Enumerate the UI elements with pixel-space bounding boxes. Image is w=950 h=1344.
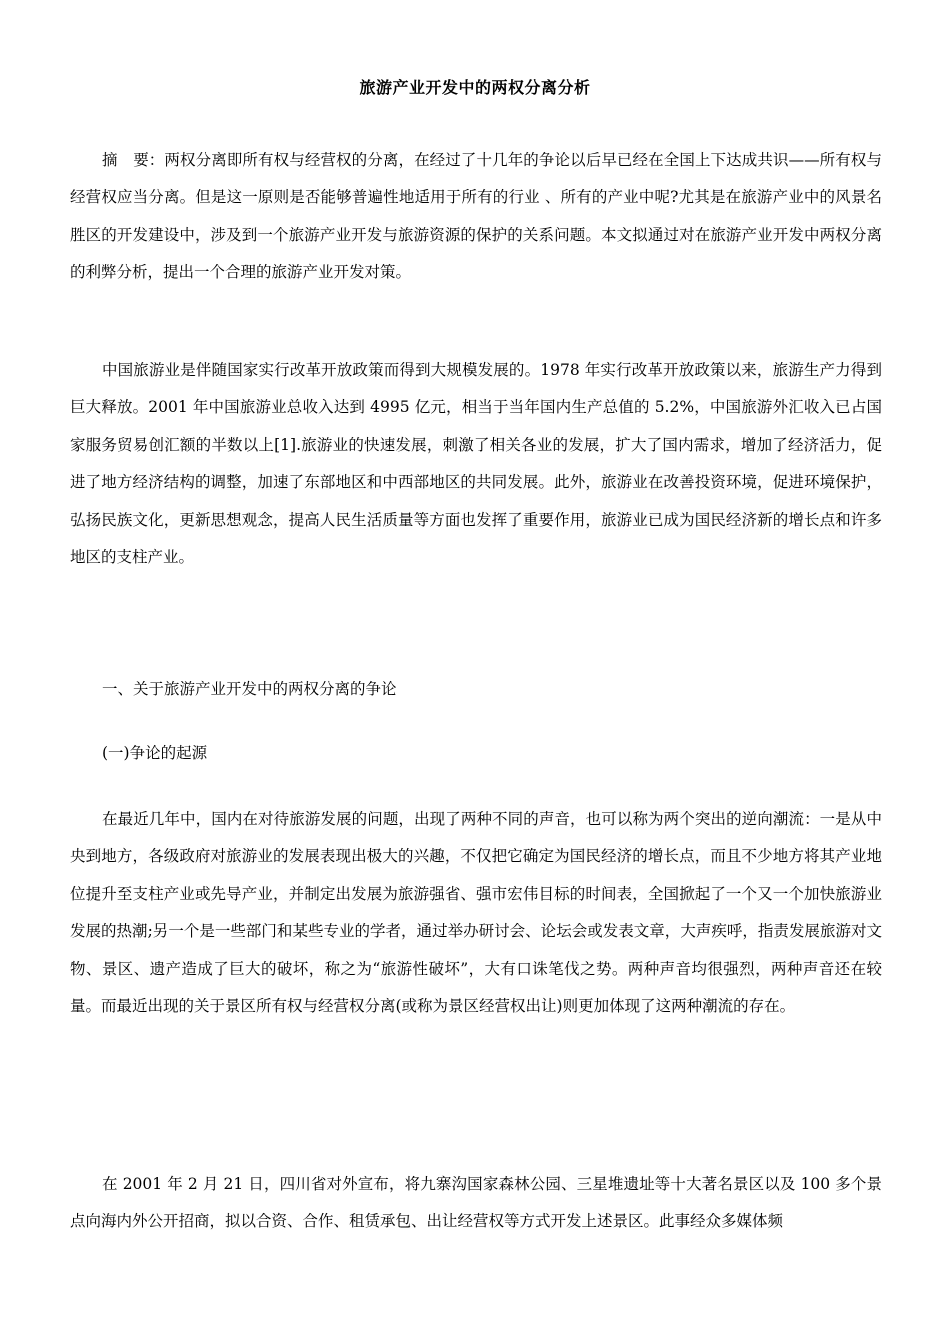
origin-paragraph: 在最近几年中，国内在对待旅游发展的问题，出现了两种不同的声音，也可以称为两个突出的逆向潮流：一是从中央到地方，各级政府对旅游业的发展表现出极大的兴趣，不仅把它确定为国民经济的增长点，而且不少地方将其产业地位提升至支柱产业或先导产业，并制定出发展为旅游强省、强市宏伟目标的时间表，全国掀起了一个又一个加快旅游业发展的热潮;另一个是一些部门和某些专业的学者，通过举办研讨会、论坛会或发表文章，大声疾呼，指责发展旅游对文物、景区、遗产造成了巨大的破坏，称之为“旅游性破坏”，大有口诛笔伐之势。两种声音均很强烈，两种声音还在较量。而最近出现的关于景区所有权与经营权分离(或称为景区经营权出让)则更加体现了这两种潮流的存在。 (70, 810, 882, 1016)
intro-paragraph: 中国旅游业是伴随国家实行改革开放政策而得到大规模发展的。1978 年实行改革开放政策以来，旅游生产力得到巨大释放。2001 年中国旅游业总收入达到 4995 亿元，相当于当年国内生产总值的 5.2%，中国旅游外汇收入已占国家服务贸易创汇额的半数以上[1].旅游业的快速发展，刺激了相关各业的发展，扩大了国内需求，增加了经济活力，促进了地方经济结构的调整，加速了东部地区和中西部地区的共同发展。此外，旅游业在改善投资环境，促进环境保护，弘扬民族文化，更新思想观念，提高人民生活质量等方面也发挥了重要作用，旅游业已成为国民经济新的增长点和许多地区的支柱产业。 (70, 361, 882, 567)
sichuan-paragraph: 在 2001 年 2 月 21 日，四川省对外宣布，将九寨沟国家森林公园、三星堆遗址等十大著名景区以及 100 多个景点向海内外公开招商，拟以合资、合作、租赁承包、出让经营权等方式开发上述景区。此事经众多媒体频 (70, 1175, 882, 1231)
subsection-heading: (一)争论的起源 (102, 744, 208, 762)
abstract-paragraph: 摘 要：两权分离即所有权与经营权的分离，在经过了十几年的争论以后早已经在全国上下达成共识——所有权与经营权应当分离。但是这一原则是否能够普遍性地适用于所有的行业 、所有的产业中呢?尤其是在旅游产业中的风景名胜区的开发建设中，涉及到一个旅游产业开发与旅游资源的保护的关系问题。本文拟通过对在旅游产业开发中两权分离的利弊分析，提出一个合理的旅游产业开发对策。 (70, 151, 882, 282)
document-title: 旅游产业开发中的两权分离分析 (359, 78, 591, 97)
section-heading: 一、关于旅游产业开发中的两权分离的争论 (102, 680, 397, 698)
